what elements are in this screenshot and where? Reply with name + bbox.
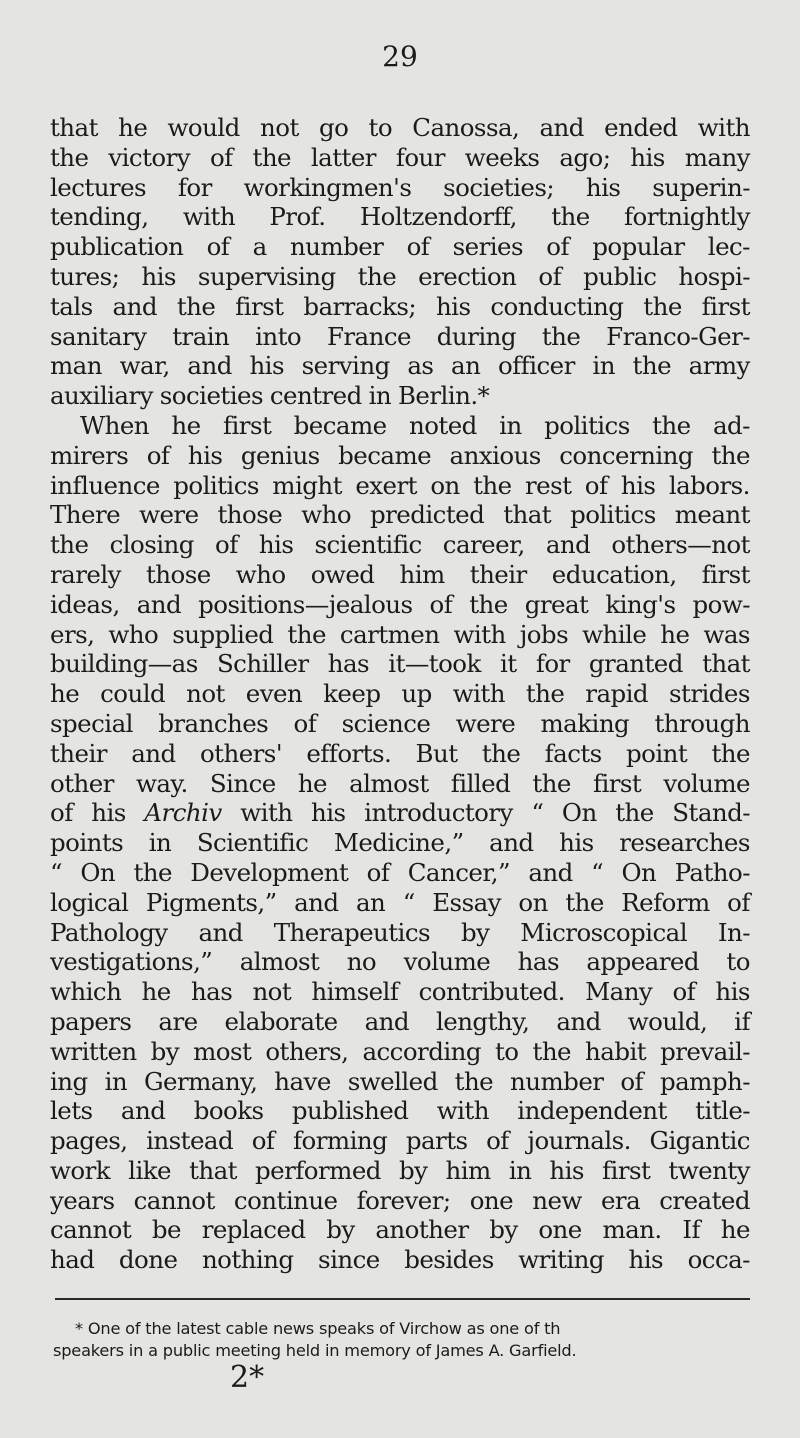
text-line: points in Scientific Medicine,” and his researches [50, 828, 750, 858]
text-line: lets and books published with independent title- [50, 1096, 750, 1126]
text-line: had done nothing since besides writing his occa- [50, 1245, 750, 1275]
text-line: work like that performed by him in his first twenty [50, 1155, 750, 1185]
text-line: the victory of the latter four weeks ago; his many [50, 142, 750, 172]
text-line: pages, instead of forming parts of journals. Gigantic [50, 1126, 750, 1156]
text-line: Pathology and Therapeutics by Microscopical In- [50, 917, 750, 947]
text-line: influence politics might exert on the rest of his labors. [50, 470, 750, 500]
text-line: papers are elaborate and lengthy, and would, if [50, 1006, 750, 1036]
text-line: other way. Since he almost filled the first volume [50, 768, 750, 798]
text-line: building—as Schiller has it—took it for granted that [50, 649, 750, 679]
text-line: the closing of his scientific career, and others—not [50, 530, 750, 560]
text-line: vestigations,” almost no volume has appeared to [50, 947, 750, 977]
footnote [53, 1318, 750, 1362]
text-line: of his Archiv with his introductory “ On the Stand- [50, 798, 750, 828]
text-line: years cannot continue forever; one new era created [50, 1185, 750, 1215]
text-line: rarely those who owed him their education, first [50, 559, 750, 589]
text-line: mirers of his genius became anxious concerning the [50, 440, 750, 470]
text-line: sanitary train into France during the Franco-Ger- [50, 321, 750, 351]
text-line: lectures for workingmen's societies; his superin- [50, 172, 750, 202]
text-line: “ On the Development of Cancer,” and “ On Patho- [50, 857, 750, 887]
footnote-line: * One of the latest cable news speaks of Virchow as one of th [75, 1319, 561, 1338]
body-text [50, 113, 750, 1275]
text-line: publication of a number of series of popular lec- [50, 232, 750, 262]
text-line: tending, with Prof. Holtzendorff, the fortnightly [50, 202, 750, 232]
text-line: tals and the first barracks; his conducting the first [50, 291, 750, 321]
footnote-line: speakers in a public meeting held in memory of James A. Garfield. [53, 1341, 577, 1360]
text-line: ing in Germany, have swelled the number of pamph- [50, 1066, 750, 1096]
text-line: special branches of science were making through [50, 708, 750, 738]
text-line: auxiliary societies centred in Berlin.* [50, 381, 490, 411]
text-line: written by most others, according to the habit prevail- [50, 1036, 750, 1066]
text-line: logical Pigments,” and an “ Essay on the Reform of [50, 887, 750, 917]
signature-mark: 2* [230, 1360, 265, 1395]
text-line: man war, and his serving as an officer in the army [50, 351, 750, 381]
text-line: their and others' efforts. But the facts point the [50, 738, 750, 768]
page-number: 29 [382, 40, 418, 73]
text-line: which he has not himself contributed. Many of his [50, 977, 750, 1007]
footnote-divider [55, 1298, 750, 1300]
text-line: ideas, and positions—jealous of the great king's pow- [50, 589, 750, 619]
text-line: that he would not go to Canossa, and ended with [50, 113, 750, 142]
text-line: ers, who supplied the cartmen with jobs while he was [50, 619, 750, 649]
text-line: he could not even keep up with the rapid strides [50, 679, 750, 709]
text-line: When he first became noted in politics the ad- [80, 410, 750, 440]
text-line: cannot be replaced by another by one man. If he [50, 1215, 750, 1245]
text-line: tures; his supervising the erection of public hospi- [50, 261, 750, 291]
text-line: There were those who predicted that politics meant [50, 500, 750, 530]
